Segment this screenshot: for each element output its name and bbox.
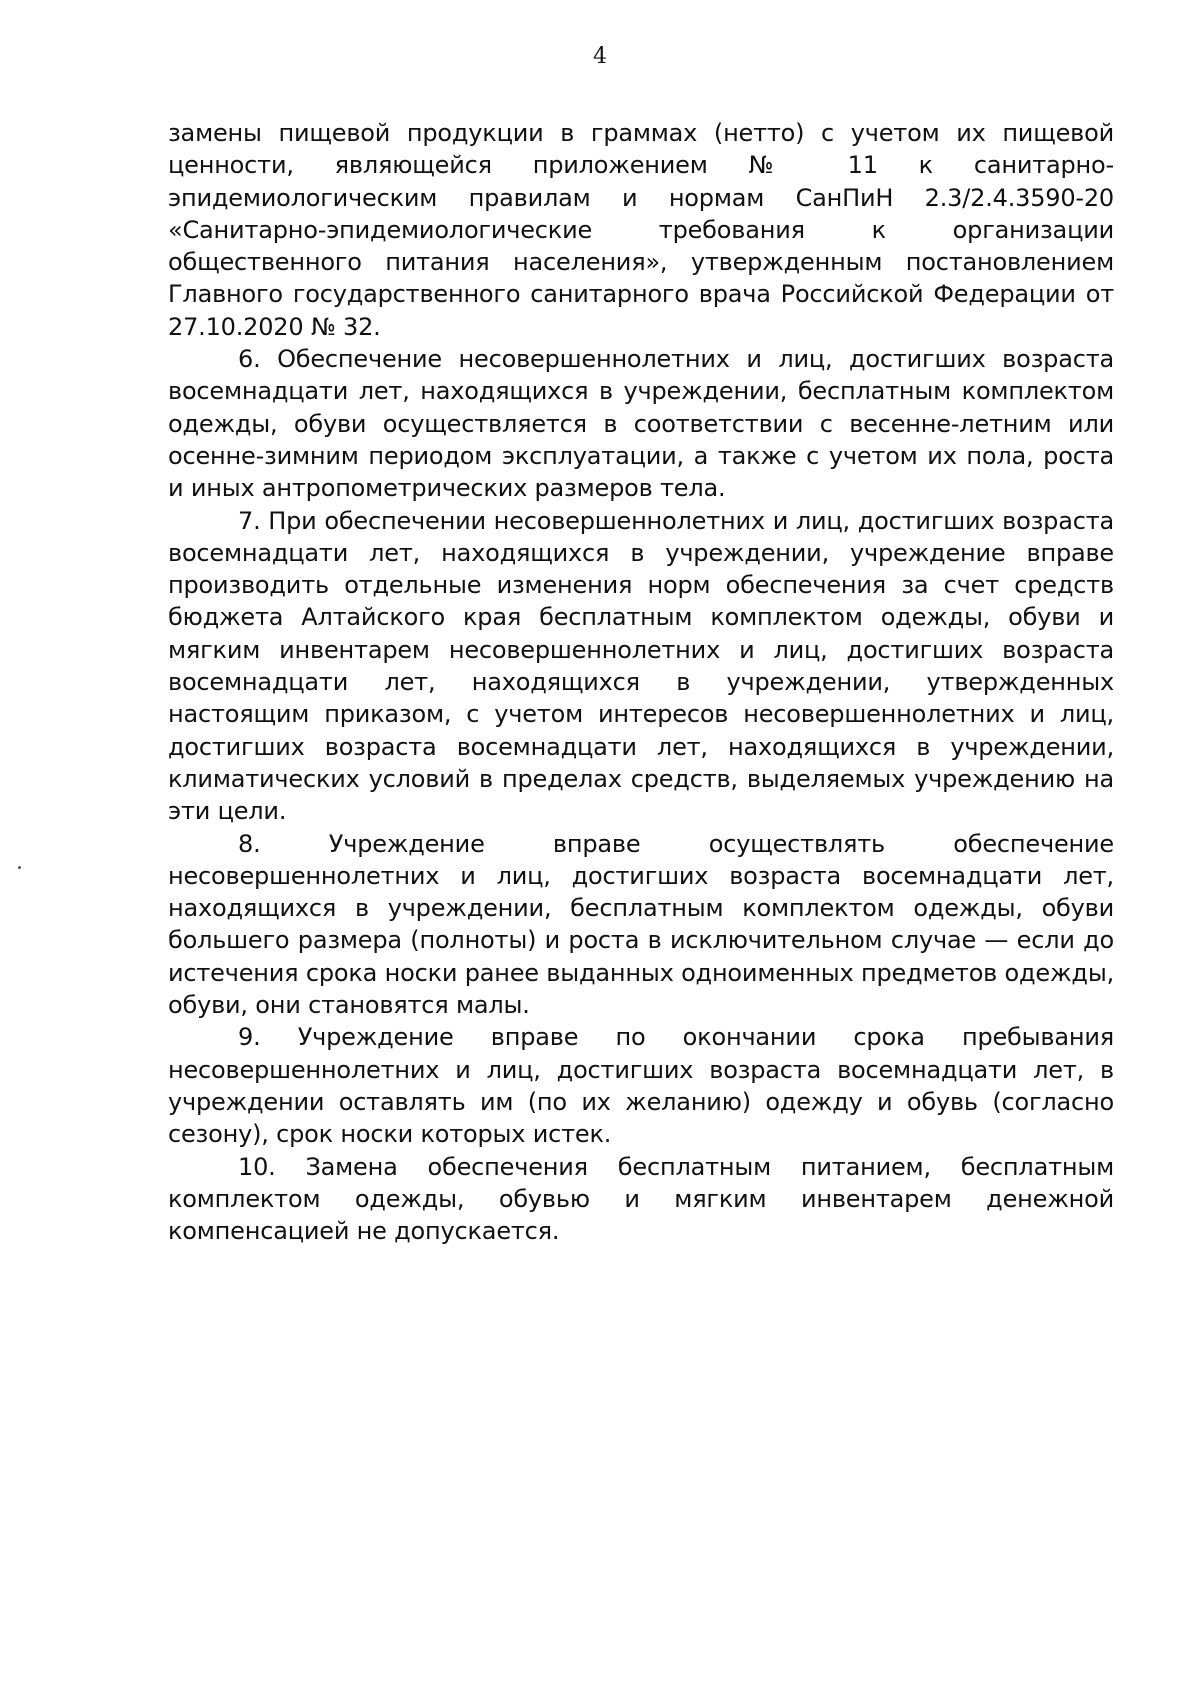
paragraph-6: 6. Обеспечение несовершеннолетних и лиц, достигших возраста восемнадцати лет, находящихся в учреждении, бесплатным комплектом одежды, обуви осуществляется в соответствии с весенне-летним или осенне-зимним периодом эксплуатации, а также с учетом их пола, роста и иных антропометрических размеров тела. <box>168 345 1114 503</box>
paragraph-continuation: замены пищевой продукции в граммах (нетто) с учетом их пищевой ценности, являющейся приложением № 11 к санитарно-эпидемиологическим правилам и нормам СанПиН 2.3/2.4.3590-20 «Санитарно-эпидемиологические требования к организации общественного питания населения», утвержденным постановлением Главного государственного санитарного врача Российской Федерации от 27.10.2020 № 32. <box>168 119 1114 341</box>
document-body <box>168 117 1114 1247</box>
scan-speck <box>18 866 21 869</box>
paragraph-8: 8. Учреждение вправе осуществлять обеспечение несовершеннолетних и лиц, достигших возраста восемнадцати лет, находящихся в учреждении, бесплатным комплектом одежды, обуви большего размера (полноты) и роста в исключительном случае — если до истечения срока носки ранее выданных одноименных предметов одежды, обуви, они становятся малы. <box>168 829 1114 1020</box>
paragraph-7: 7. При обеспечении несовершеннолетних и лиц, достигших возраста восемнадцати лет, находящихся в учреждении, учреждение вправе производить отдельные изменения норм обеспечения за счет средств бюджета Алтайского края бесплатным комплектом одежды, обуви и мягким инвентарем несовершеннолетних и лиц, достигших возраста восемнадцати лет, находящихся в учреждении, утвержденных настоящим приказом, с учетом интересов несовершеннолетних и лиц, достигших возраста восемнадцати лет, находящихся в учреждении, климатических условий в пределах средств, выделяемых учреждению на эти цели. <box>168 506 1114 826</box>
page-number: 4 <box>593 44 607 69</box>
paragraph-9: 9. Учреждение вправе по окончании срока пребывания несовершеннолетних и лиц, достигших возраста восемнадцати лет, в учреждении оставлять им (по их желанию) одежду и обувь (согласно сезону), срок носки которых истек. <box>168 1023 1114 1149</box>
paragraph-10: 10. Замена обеспечения бесплатным питанием, бесплатным комплектом одежды, обувью и мягким инвентарем денежной компенсацией не допускается. <box>168 1152 1114 1246</box>
